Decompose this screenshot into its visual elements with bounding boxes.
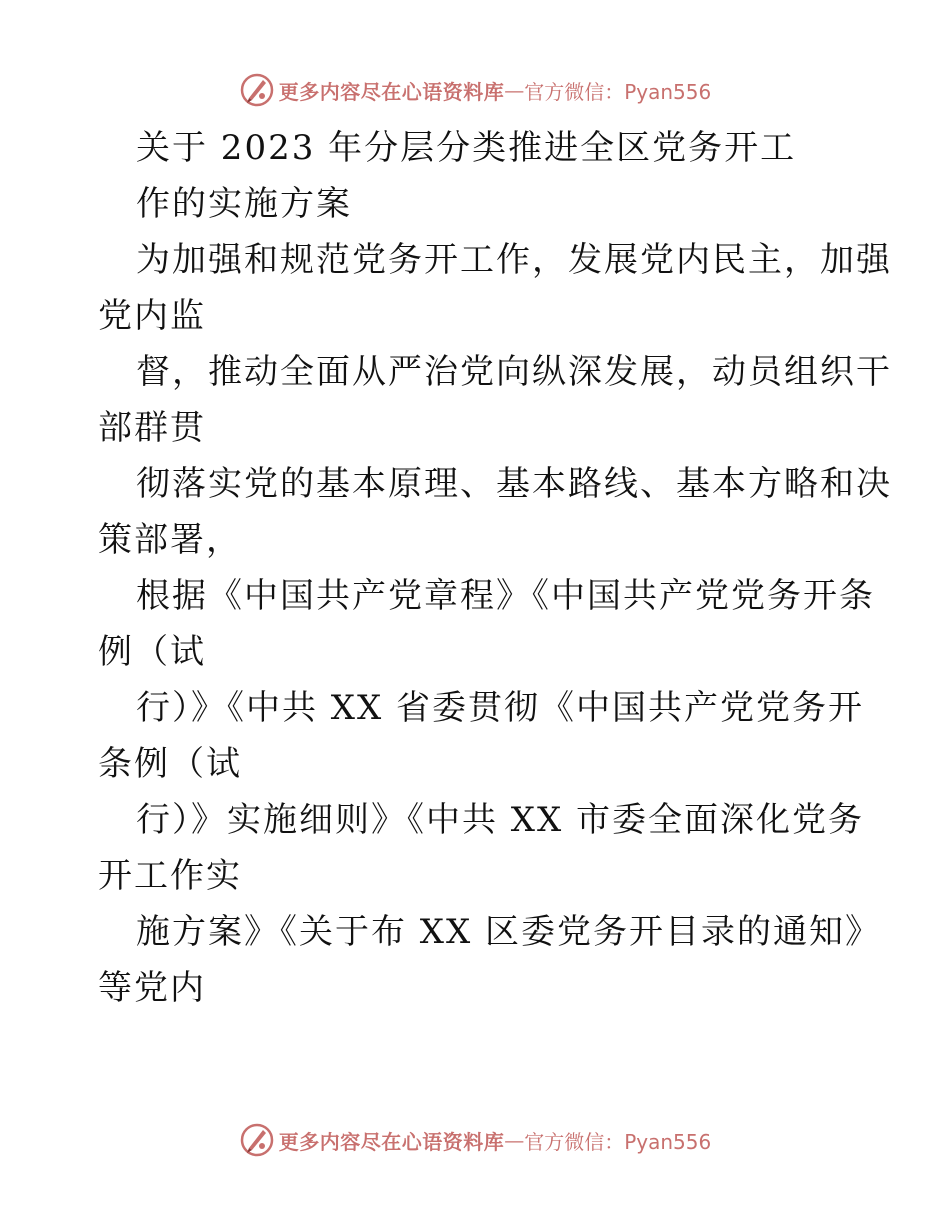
doc-line: 部群贯 xyxy=(98,408,206,448)
doc-line: 彻落实党的基本原理、基本路线、基本方略和决 xyxy=(136,464,892,504)
doc-line: 开工作实 xyxy=(98,856,242,896)
doc-line: 策部署， xyxy=(98,520,242,560)
doc-line: 作的实施方案 xyxy=(136,184,352,224)
doc-line: 行）》《中共 XX 省委贯彻《中国共产党党务开 xyxy=(136,688,865,728)
bottom-watermark-banner xyxy=(0,1120,950,1160)
watermark-separator: — xyxy=(504,1128,525,1152)
document-body xyxy=(98,120,892,1016)
watermark-site-text: 更多内容尽在心语资料库 xyxy=(278,1129,505,1154)
doc-line: 条例（试 xyxy=(98,744,242,784)
top-watermark-banner xyxy=(0,70,950,110)
quill-pen-logo-icon xyxy=(239,1122,275,1158)
watermark-wechat-text: 官方微信：Pyan556 xyxy=(524,1129,712,1154)
watermark-site-text: 更多内容尽在心语资料库 xyxy=(278,79,505,104)
doc-line: 党内监 xyxy=(98,296,206,336)
doc-line: 为加强和规范党务开工作，发展党内民主，加强 xyxy=(136,240,892,280)
doc-line: 根据《中国共产党章程》《中国共产党党务开条 xyxy=(136,576,875,616)
doc-line: 行）》实施细则》《中共 XX 市委全面深化党务 xyxy=(136,800,865,840)
watermark-separator: — xyxy=(504,78,525,102)
doc-line: 例（试 xyxy=(98,632,206,672)
doc-line: 施方案》《关于布 XX 区委党务开目录的通知》 xyxy=(136,912,882,952)
doc-line: 等党内 xyxy=(98,968,206,1008)
doc-line: 关于 2023 年分层分类推进全区党务开工 xyxy=(136,128,797,168)
doc-line: 督，推动全面从严治党向纵深发展，动员组织干 xyxy=(136,352,892,392)
watermark-wechat-text: 官方微信：Pyan556 xyxy=(524,79,712,104)
quill-pen-logo-icon xyxy=(239,72,275,108)
